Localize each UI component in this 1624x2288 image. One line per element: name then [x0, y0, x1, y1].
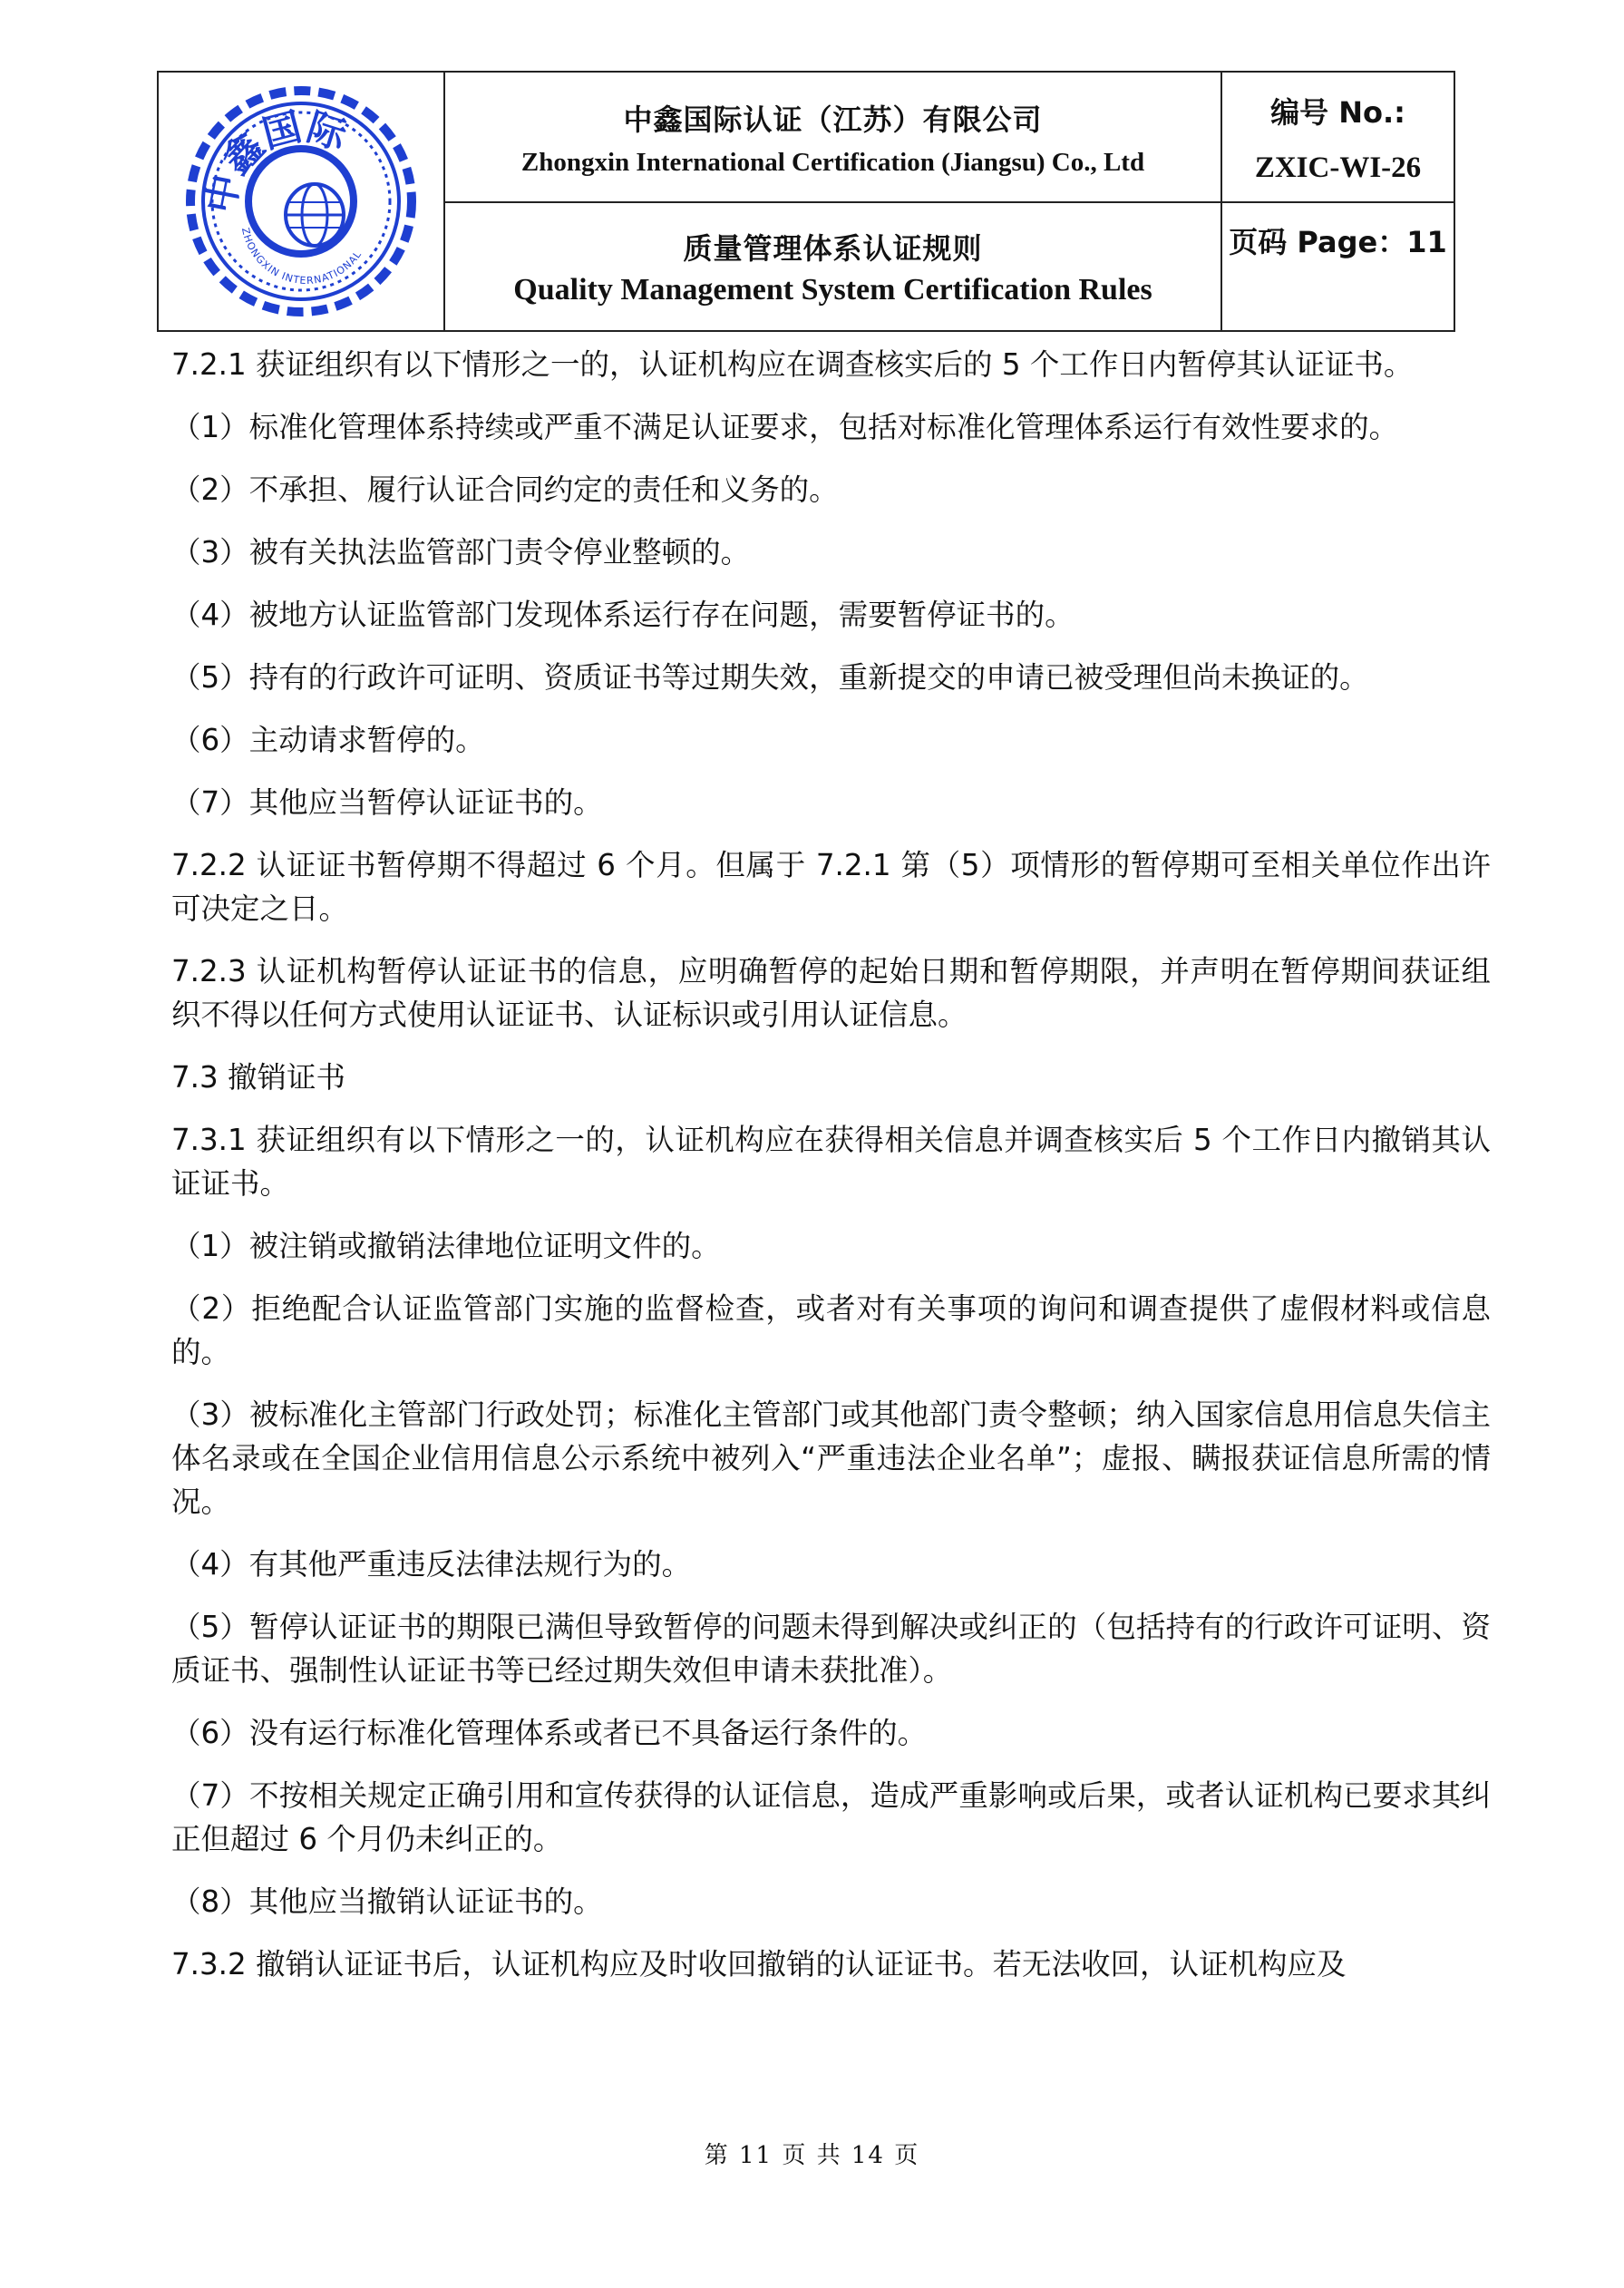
logo-text-en: ZHONGXIN INTERNATIONAL — [238, 226, 365, 287]
list-item: （5）暂停认证证书的期限已满但导致暂停的问题未得到解决或纠正的（包括持有的行政许可证明、资质证书、强制性认证证书等已经过期失效但申请未获批准）。 — [171, 1610, 1491, 1688]
list-item: （4）有其他严重违反法律法规行为的。 — [171, 1547, 692, 1582]
document-title-en: Quality Management System Certification Rules — [513, 273, 1152, 307]
doc-number-value: ZXIC-WI-26 — [1254, 151, 1422, 184]
company-name-cell — [445, 73, 1222, 203]
list-item: （4）被地方认证监管部门发现体系运行存在问题，需要暂停证书的。 — [171, 598, 1075, 632]
company-logo — [179, 79, 423, 324]
list-item: （5）持有的行政许可证明、资质证书等过期失效，重新提交的申请已被受理但尚未换证的。 — [171, 660, 1369, 695]
list-item: （1）被注销或撤销法律地位证明文件的。 — [171, 1229, 721, 1263]
list-item: （6）没有运行标准化管理体系或者已不具备运行条件的。 — [171, 1716, 928, 1750]
section-heading-7-3: 7.3 撤销证书 — [171, 1060, 346, 1095]
paragraph-7-2-2: 7.2.2 认证证书暂停期不得超过 6 个月。但属于 7.2.1 第（5）项情形的暂停期可至相关单位作出许可决定之日。 — [171, 848, 1491, 926]
list-item: （2）不承担、履行认证合同约定的责任和义务的。 — [171, 472, 839, 507]
document-body — [171, 343, 1491, 2005]
document-title-cn: 质量管理体系认证规则 — [683, 231, 983, 266]
paragraph-7-2-3: 7.2.3 认证机构暂停认证证书的信息，应明确暂停的起始日期和暂停期限，并声明在暂停期间获证组织不得以任何方式使用认证证书、认证标识或引用认证信息。 — [171, 954, 1491, 1032]
page-number-label: 页码 Page：11 — [1229, 225, 1447, 259]
doc-number-label: 编号 No.: — [1270, 94, 1405, 130]
list-item: （3）被有关执法监管部门责令停业整顿的。 — [171, 535, 751, 570]
paragraph-7-2-1: 7.2.1 获证组织有以下情形之一的，认证机构应在调查核实后的 5 个工作日内暂停其认证证书。 — [171, 347, 1414, 382]
document-title-cell — [445, 203, 1222, 330]
company-name-en: Zhongxin International Certification (Jiangsu) Co., Ltd — [520, 147, 1145, 177]
doc-number-cell — [1222, 73, 1454, 203]
logo-cell — [159, 73, 445, 330]
list-item: （1）标准化管理体系持续或严重不满足认证要求，包括对标准化管理体系运行有效性要求的。 — [171, 410, 1399, 444]
company-name-cn: 中鑫国际认证（江苏）有限公司 — [623, 102, 1043, 137]
list-item: （2）拒绝配合认证监管部门实施的监督检查，或者对有关事项的询问和调查提供了虚假材料或信息的。 — [171, 1291, 1491, 1369]
page-number-cell — [1222, 203, 1454, 330]
list-item: （6）主动请求暂停的。 — [171, 723, 485, 757]
document-header — [157, 71, 1455, 332]
logo-text-cn: 中鑫国际 — [197, 103, 352, 217]
list-item: （3）被标准化主管部门行政处罚；标准化主管部门或其他部门责令整顿；纳入国家信息用信息失信主体名录或在全国企业信用信息公示系统中被列入“严重违法企业名单”；虚报、瞒报获证信息所需的情况。 — [171, 1397, 1491, 1519]
paragraph-7-3-1: 7.3.1 获证组织有以下情形之一的，认证机构应在获得相关信息并调查核实后 5 个工作日内撤销其认证证书。 — [171, 1123, 1491, 1201]
page-footer: 第 11 页 共 14 页 — [704, 2142, 920, 2169]
list-item: （8）其他应当撤销认证证书的。 — [171, 1884, 603, 1919]
list-item: （7）不按相关规定正确引用和宣传获得的认证信息，造成严重影响或后果，或者认证机构已要求其纠正但超过 6 个月仍未纠正的。 — [171, 1778, 1491, 1856]
paragraph-7-3-2: 7.3.2 撤销认证证书后，认证机构应及时收回撤销的认证证书。若无法收回，认证机构应及 — [171, 1947, 1347, 1981]
list-item: （7）其他应当暂停认证证书的。 — [171, 785, 603, 820]
